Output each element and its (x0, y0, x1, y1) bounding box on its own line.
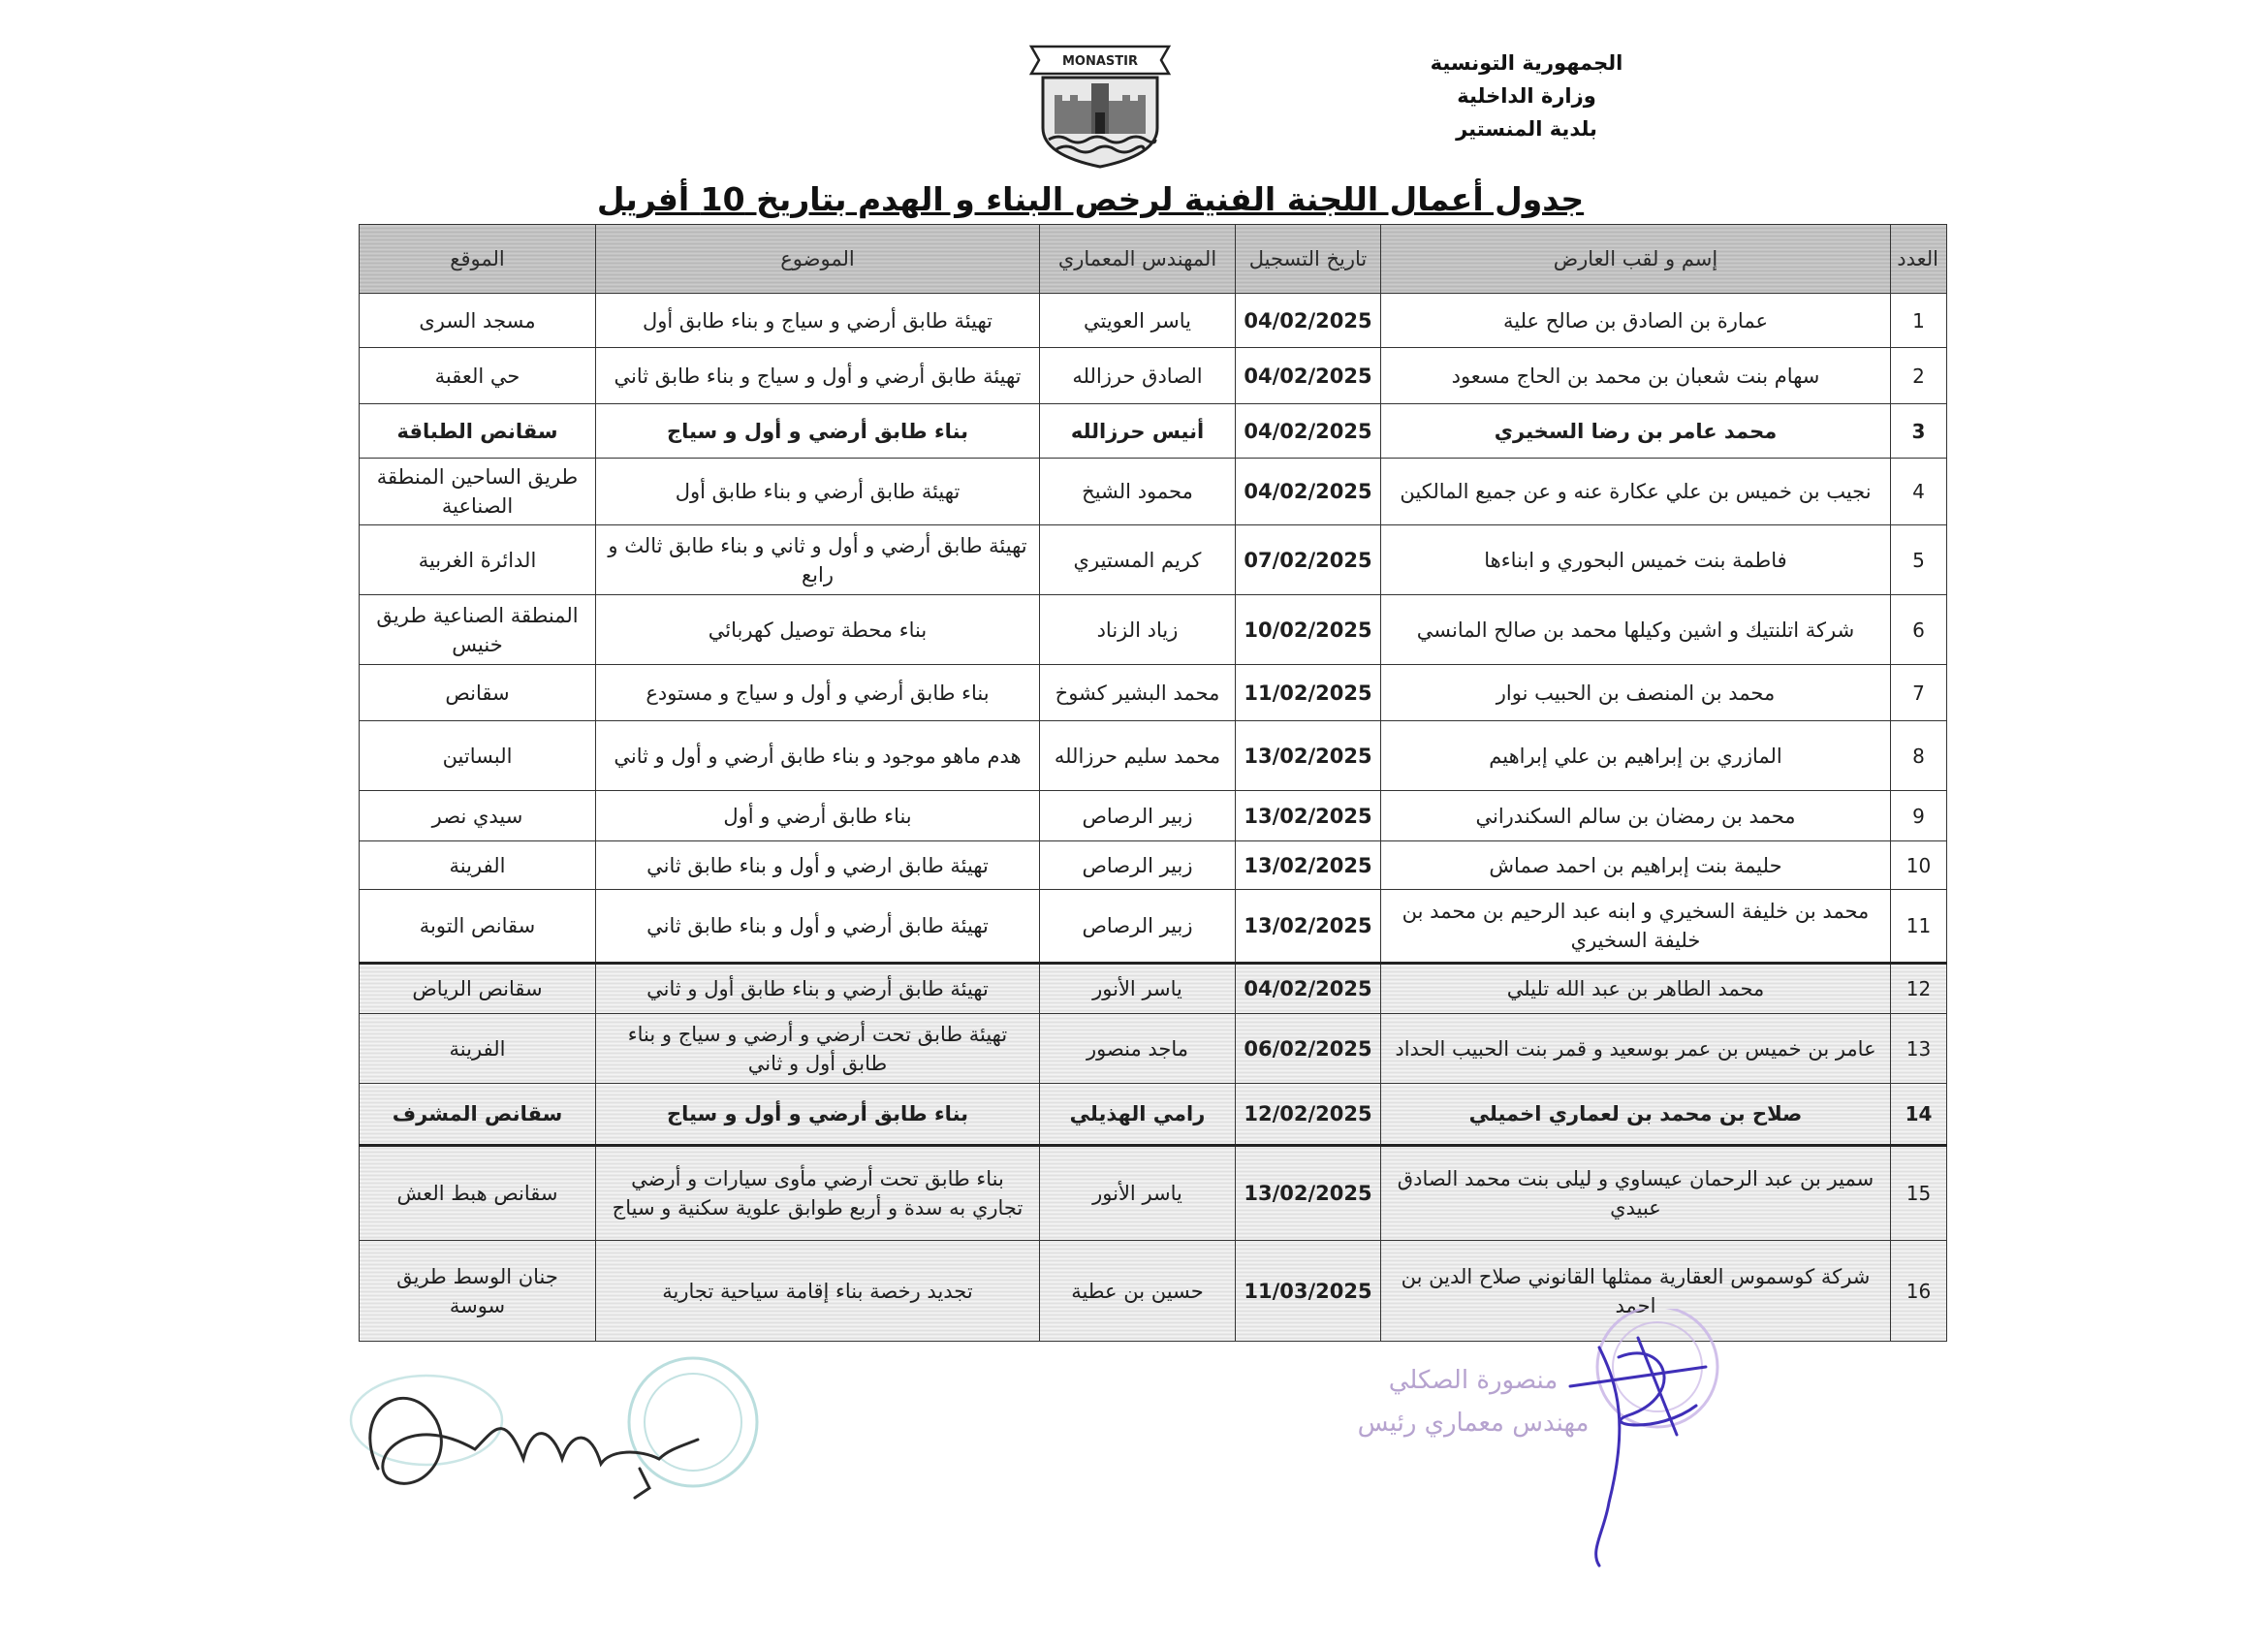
cell-architect: محمد البشير كشوخ (1040, 665, 1236, 721)
letterhead (1333, 47, 1720, 145)
cell-applicant: عمارة بن الصادق بن صالح علية (1381, 294, 1891, 348)
emblem-banner-text: MONASTIR (1061, 54, 1139, 69)
cell-number: 7 (1891, 665, 1947, 721)
cell-subject: تهيئة طابق أرضي و أول و بناء طابق ثاني (596, 890, 1040, 964)
table-row (360, 404, 1947, 459)
table-row (360, 1014, 1947, 1084)
cell-date: 13/02/2025 (1236, 791, 1381, 841)
cell-location: سقانص التوبة (360, 890, 596, 964)
cell-number: 1 (1891, 294, 1947, 348)
table-row (360, 841, 1947, 890)
cell-applicant: محمد الطاهر بن عبد الله تليلي (1381, 964, 1891, 1014)
cell-architect: ياسر الأنور (1040, 964, 1236, 1014)
cell-subject: بناء طابق أرضي و أول و سياج و مستودع (596, 665, 1040, 721)
table-row (360, 964, 1947, 1014)
cell-date: 04/02/2025 (1236, 964, 1381, 1014)
monastir-emblem-icon (1027, 39, 1173, 171)
cell-date: 04/02/2025 (1236, 459, 1381, 525)
table-row (360, 459, 1947, 525)
cell-architect: كريم المستيري (1040, 525, 1236, 595)
cell-subject: تجديد رخصة بناء إقامة سياحية تجارية (596, 1241, 1040, 1342)
cell-subject: تهيئة طابق أرضي و بناء طابق أول (596, 459, 1040, 525)
cell-applicant: محمد بن خليفة السخيري و ابنه عبد الرحيم بن محمد بن خليفة السخيري (1381, 890, 1891, 964)
cell-date: 10/02/2025 (1236, 595, 1381, 665)
cell-location: سقانص المشرف (360, 1084, 596, 1146)
signatory-role: مهندس معماري رئيس (1357, 1409, 1590, 1438)
cell-location: الدائرة الغربية (360, 525, 596, 595)
cell-subject: تهيئة طابق أرضي و أول و سياج و بناء طابق ثاني (596, 348, 1040, 404)
header-architect: المهندس المعماري (1040, 225, 1236, 294)
cell-location: سقانص هبط العش (360, 1146, 596, 1241)
header-subject: الموضوع (596, 225, 1040, 294)
table-row (360, 665, 1947, 721)
cell-date: 11/03/2025 (1236, 1241, 1381, 1342)
cell-subject: هدم ماهو موجود و بناء طابق أرضي و أول و ثاني (596, 721, 1040, 791)
cell-date: 13/02/2025 (1236, 890, 1381, 964)
cell-number: 8 (1891, 721, 1947, 791)
cell-subject: بناء طابق أرضي و أول و سياج (596, 404, 1040, 459)
table-row (360, 890, 1947, 964)
cell-date: 13/02/2025 (1236, 1146, 1381, 1241)
cell-architect: الصادق حرزالله (1040, 348, 1236, 404)
table-row (360, 525, 1947, 595)
document-title: جدول أعمال اللجنة الفنية لرخص البناء و الهدم بتاريخ 10 أفريل (596, 180, 1585, 218)
cell-applicant: المازري بن إبراهيم بن علي إبراهيم (1381, 721, 1891, 791)
cell-applicant: محمد بن المنصف بن الحبيب نوار (1381, 665, 1891, 721)
cell-applicant: شركة اتلنتيك و اشين وكيلها محمد بن صالح المانسي (1381, 595, 1891, 665)
cell-applicant: محمد بن رمضان بن سالم السكندراني (1381, 791, 1891, 841)
table-row (360, 595, 1947, 665)
cell-applicant: محمد عامر بن رضا السخيري (1381, 404, 1891, 459)
cell-location: مسجد السرى (360, 294, 596, 348)
cell-subject: تهيئة طابق أرضي و سياج و بناء طابق أول (596, 294, 1040, 348)
cell-applicant: صلاح بن محمد بن لعماري اخميلي (1381, 1084, 1891, 1146)
header-location: الموقع (360, 225, 596, 294)
cell-number: 16 (1891, 1241, 1947, 1342)
cell-date: 07/02/2025 (1236, 525, 1381, 595)
cell-number: 11 (1891, 890, 1947, 964)
cell-location: جنان الوسط طريق سوسة (360, 1241, 596, 1342)
letterhead-ministry: وزارة الداخلية (1457, 84, 1596, 108)
cell-applicant: فاطمة بنت خميس البحوري و ابناءها (1381, 525, 1891, 595)
cell-location: سقانص الرياض (360, 964, 596, 1014)
cell-applicant: سهام بنت شعبان بن محمد بن الحاج مسعود (1381, 348, 1891, 404)
cell-architect: زبير الرصاص (1040, 890, 1236, 964)
cell-number: 9 (1891, 791, 1947, 841)
cell-architect: محمد سليم حرزالله (1040, 721, 1236, 791)
cell-date: 06/02/2025 (1236, 1014, 1381, 1084)
cell-date: 04/02/2025 (1236, 404, 1381, 459)
agenda-table-wrapper (359, 224, 1946, 1342)
cell-subject: تهيئة طابق ارضي و أول و بناء طابق ثاني (596, 841, 1040, 890)
table-row (360, 791, 1947, 841)
cell-architect: ماجد منصور (1040, 1014, 1236, 1084)
cell-location: سيدي نصر (360, 791, 596, 841)
cell-subject: تهيئة طابق أرضي و أول و ثاني و بناء طابق ثالث و رابع (596, 525, 1040, 595)
cell-date: 04/02/2025 (1236, 294, 1381, 348)
cell-location: طريق الساحين المنطقة الصناعية (360, 459, 596, 525)
cell-location: الفرينة (360, 841, 596, 890)
table-row (360, 1146, 1947, 1241)
cell-applicant: حليمة بنت إبراهيم بن احمد صماش (1381, 841, 1891, 890)
cell-number: 15 (1891, 1146, 1947, 1241)
cell-location: الفرينة (360, 1014, 596, 1084)
cell-date: 04/02/2025 (1236, 348, 1381, 404)
cell-applicant: سمير بن عبد الرحمان عيساوي و ليلى بنت محمد الصادق عبيدي (1381, 1146, 1891, 1241)
cell-subject: تهيئة طابق تحت أرضي و أرضي و سياج و بناء طابق أول و ثاني (596, 1014, 1040, 1084)
table-row (360, 721, 1947, 791)
cell-architect: أنيس حرزالله (1040, 404, 1236, 459)
cell-date: 11/02/2025 (1236, 665, 1381, 721)
letterhead-municipality: بلدية المنستير (1456, 117, 1597, 141)
cell-applicant: نجيب بن خميس بن علي عكارة عنه و عن جميع المالكين (1381, 459, 1891, 525)
cell-subject: بناء طابق أرضي و أول (596, 791, 1040, 841)
right-signature-icon (1512, 1309, 1764, 1570)
cell-architect: زبير الرصاص (1040, 841, 1236, 890)
cell-number: 13 (1891, 1014, 1947, 1084)
cell-number: 3 (1891, 404, 1947, 459)
cell-architect: محمود الشيخ (1040, 459, 1236, 525)
table-header-row (360, 225, 1947, 294)
cell-architect: ياسر الأنور (1040, 1146, 1236, 1241)
cell-number: 5 (1891, 525, 1947, 595)
cell-architect: رامي الهذيلي (1040, 1084, 1236, 1146)
cell-architect: ياسر العويتي (1040, 294, 1236, 348)
header-applicant: إسم و لقب العارض (1381, 225, 1891, 294)
cell-subject: بناء طابق تحت أرضي مأوى سيارات و أرضي تجاري به سدة و أربع طوابق علوية سكنية و سياج (596, 1146, 1040, 1241)
cell-architect: زبير الرصاص (1040, 791, 1236, 841)
signatory-name: منصورة الصكلي (1388, 1366, 1559, 1395)
table-row (360, 1084, 1947, 1146)
cell-number: 14 (1891, 1084, 1947, 1146)
cell-applicant: عامر بن خميس بن عمر بوسعيد و قمر بنت الحبيب الحداد (1381, 1014, 1891, 1084)
cell-date: 12/02/2025 (1236, 1084, 1381, 1146)
cell-date: 13/02/2025 (1236, 721, 1381, 791)
cell-location: المنطقة الصناعية طريق خنيس (360, 595, 596, 665)
table-row (360, 348, 1947, 404)
cell-number: 10 (1891, 841, 1947, 890)
cell-location: سقانص (360, 665, 596, 721)
cell-subject: تهيئة طابق أرضي و بناء طابق أول و ثاني (596, 964, 1040, 1014)
cell-location: البساتين (360, 721, 596, 791)
header-date: تاريخ التسجيل (1236, 225, 1381, 294)
table-row (360, 294, 1947, 348)
cell-location: حي العقبة (360, 348, 596, 404)
cell-number: 4 (1891, 459, 1947, 525)
header-number: العدد (1891, 225, 1947, 294)
cell-date: 13/02/2025 (1236, 841, 1381, 890)
cell-applicant: شركة كوسموس العقارية ممثلها القانوني صلاح الدين بن احمد (1381, 1241, 1891, 1342)
cell-architect: حسين بن عطية (1040, 1241, 1236, 1342)
cell-subject: بناء طابق أرضي و أول و سياج (596, 1084, 1040, 1146)
agenda-table (359, 224, 1947, 1342)
cell-architect: زياد الزناد (1040, 595, 1236, 665)
cell-location: سقانص الطباقة (360, 404, 596, 459)
cell-number: 12 (1891, 964, 1947, 1014)
letterhead-republic: الجمهورية التونسية (1430, 51, 1623, 75)
left-stamp-icon (349, 1352, 795, 1546)
cell-subject: بناء محطة توصيل كهربائي (596, 595, 1040, 665)
cell-number: 6 (1891, 595, 1947, 665)
cell-number: 2 (1891, 348, 1947, 404)
